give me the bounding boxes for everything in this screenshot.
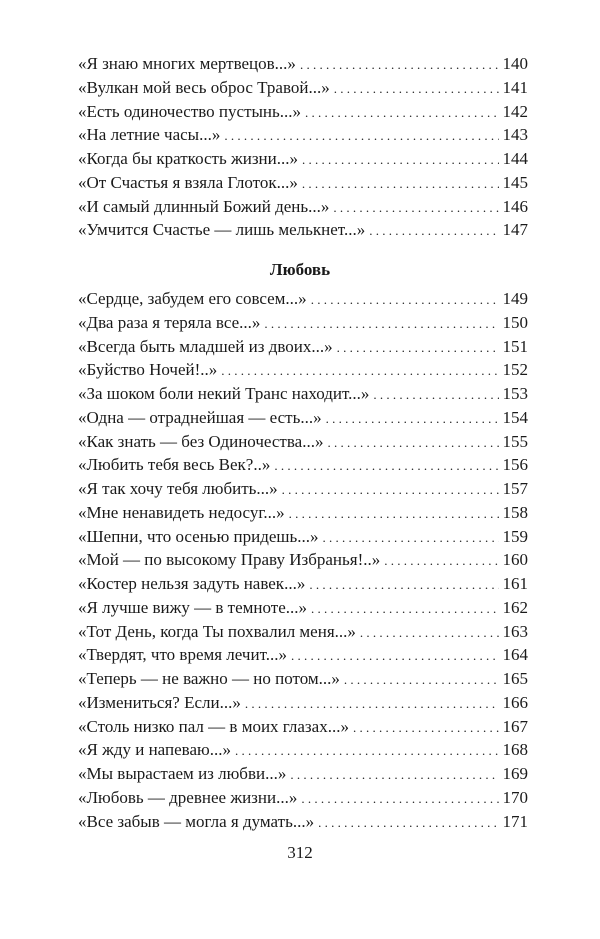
toc-entry	[78, 195, 528, 219]
toc-entry	[78, 548, 528, 572]
toc-entry-page: 150	[502, 312, 528, 332]
toc-entry	[78, 667, 528, 691]
toc-entry-page: 147	[502, 220, 528, 240]
toc-entry-page: 164	[502, 645, 528, 665]
dot-leader	[302, 172, 499, 196]
dot-leader	[373, 383, 498, 407]
toc-entry-title: «Я жду и напеваю...»	[78, 740, 231, 760]
dot-leader	[311, 597, 499, 621]
toc-entry	[78, 715, 528, 739]
toc-entry-page: 157	[502, 479, 528, 498]
toc-entry-title: «Умчится Счастье — лишь мелькнет...»	[78, 220, 366, 240]
dot-leader	[305, 101, 498, 125]
dot-leader	[327, 431, 498, 455]
toc-entry-page: 162	[502, 597, 528, 617]
toc-entry-title: «Тот День, когда Ты похвалил меня...»	[78, 621, 356, 641]
toc-entry-title: «Шепни, что осенью придешь...»	[78, 526, 319, 546]
toc-entry-title: «Костер нельзя задуть навек...»	[78, 574, 306, 593]
toc-entry-page: 142	[502, 101, 528, 121]
section-heading: Любовь	[269, 260, 331, 279]
dot-leader	[369, 219, 498, 243]
toc-entry	[78, 218, 528, 242]
toc-entry-title: «От Счастья я взяла Глоток...»	[78, 172, 298, 192]
toc-entry-title: «Теперь — не важно — но потом...»	[78, 669, 340, 688]
toc-entry	[78, 335, 528, 359]
toc-entry-title: «Мой — по высокому Праву Избранья!..»	[78, 550, 381, 570]
dot-leader	[235, 739, 499, 763]
toc-entry-title: «Твердят, что время лечит...»	[78, 645, 287, 665]
toc-entry-title: «Как знать — без Одиночества...»	[78, 431, 324, 451]
toc-entry-page: 170	[502, 787, 528, 807]
toc-entry-page: 156	[502, 455, 528, 475]
toc-entry-title: «Любовь — древнее жизни...»	[78, 787, 298, 807]
toc-entry	[78, 810, 528, 834]
dot-leader	[245, 692, 499, 716]
toc-entry-page: 160	[502, 550, 528, 570]
dot-leader	[337, 336, 499, 360]
dot-leader	[282, 478, 499, 502]
toc-entry-title: «Одна — отраднейшая — есть...»	[78, 407, 322, 427]
toc-entry	[78, 596, 528, 620]
toc-entry	[78, 123, 528, 147]
toc-entry-title: «Столь низко пал — в моих глазах...»	[78, 716, 349, 736]
toc-entry	[78, 691, 528, 715]
toc-entry-title: «Сердце, забудем его совсем...»	[78, 289, 307, 308]
dot-leader	[291, 644, 499, 668]
toc-entry-title: «Я лучше вижу — в темноте...»	[78, 597, 307, 617]
toc-entry-page: 153	[502, 384, 528, 403]
dot-leader	[318, 811, 498, 835]
toc-list-top	[78, 52, 528, 242]
dot-leader	[300, 53, 499, 77]
dot-leader	[334, 77, 499, 101]
toc-entry-title: «Все забыв — могла я думать...»	[78, 811, 315, 831]
dot-leader	[289, 502, 499, 526]
toc-entry-title: «И самый длинный Божий день...»	[78, 196, 330, 216]
toc-entry-page: 144	[502, 149, 528, 168]
toc-entry	[78, 52, 528, 76]
toc-entry-title: «Я знаю многих мертвецов...»	[78, 54, 296, 73]
toc-entry-page: 145	[502, 172, 528, 192]
toc-entry-page: 158	[502, 502, 528, 522]
toc-entry-page: 149	[502, 289, 528, 308]
toc-entry	[78, 76, 528, 100]
toc-entry	[78, 100, 528, 124]
toc-entry-page: 140	[502, 54, 528, 73]
toc-entry-page: 163	[502, 621, 528, 641]
toc-entry	[78, 382, 528, 406]
toc-entry	[78, 786, 528, 810]
toc-list-love	[78, 287, 528, 833]
toc-entry-page: 161	[502, 574, 528, 593]
dot-leader	[221, 359, 498, 383]
toc-entry-page: 152	[502, 360, 528, 380]
toc-entry-page: 154	[502, 407, 528, 427]
toc-entry-page: 167	[502, 716, 528, 736]
toc-entry-page: 143	[502, 125, 528, 145]
toc-entry	[78, 762, 528, 786]
dot-leader	[344, 668, 499, 692]
toc-entry	[78, 430, 528, 454]
toc-entry-page: 151	[502, 336, 528, 356]
dot-leader	[290, 763, 498, 787]
toc-entry	[78, 453, 528, 477]
toc-entry-title: «Буйство Ночей!..»	[78, 360, 218, 380]
toc-entry	[78, 525, 528, 549]
toc-entry	[78, 643, 528, 667]
toc-entry-page: 171	[502, 811, 528, 831]
toc-entry	[78, 147, 528, 171]
toc-entry-page: 155	[502, 431, 528, 451]
toc-entry	[78, 171, 528, 195]
toc-entry-page: 165	[502, 669, 528, 688]
toc-entry-title: «Всегда быть младшей из двоих...»	[78, 336, 333, 356]
toc-entry	[78, 501, 528, 525]
toc-entry	[78, 620, 528, 644]
toc-entry	[78, 738, 528, 762]
dot-leader	[311, 288, 499, 312]
toc-entry-title: «Я так хочу тебя любить...»	[78, 479, 278, 498]
dot-leader	[274, 454, 498, 478]
dot-leader	[301, 787, 498, 811]
toc-entry-page: 141	[502, 77, 528, 97]
dot-leader	[264, 312, 498, 336]
toc-entry-title: «Есть одиночество пустынь...»	[78, 101, 302, 121]
toc-entry-page: 168	[502, 740, 528, 760]
toc-entry-title: «За шоком боли некий Транс находит...»	[78, 384, 370, 403]
toc-entry-title: «Вулкан мой весь оброс Травой...»	[78, 77, 330, 97]
toc-entry-page: 159	[502, 526, 528, 546]
toc-entry-page: 169	[502, 764, 528, 783]
toc-entry-title: «На летние часы...»	[78, 125, 221, 145]
toc-entry	[78, 406, 528, 430]
toc-entry	[78, 311, 528, 335]
dot-leader	[224, 124, 498, 148]
dot-leader	[326, 407, 499, 431]
toc-entry-title: «Любить тебя весь Век?..»	[78, 455, 271, 475]
toc-entry-page: 146	[502, 196, 528, 216]
toc-entry	[78, 572, 528, 596]
dot-leader	[360, 621, 499, 645]
dot-leader	[302, 148, 499, 172]
dot-leader	[333, 196, 498, 220]
toc-entry-title: «Когда бы краткость жизни...»	[78, 149, 298, 168]
page-number: 312	[287, 843, 313, 862]
toc-entry	[78, 287, 528, 311]
toc-entry-title: «Мы вырастаем из любви...»	[78, 764, 287, 783]
toc-entry	[78, 358, 528, 382]
dot-leader	[384, 549, 498, 573]
toc-entry-title: «Мне ненавидеть недосуг...»	[78, 502, 285, 522]
toc-entry-title: «Измениться? Если...»	[78, 692, 241, 712]
toc-entry-page: 166	[502, 692, 528, 712]
toc-entry-title: «Два раза я теряла все...»	[78, 312, 261, 332]
dot-leader	[309, 573, 498, 597]
toc-entry	[78, 477, 528, 501]
dot-leader	[323, 526, 499, 550]
dot-leader	[353, 716, 499, 740]
